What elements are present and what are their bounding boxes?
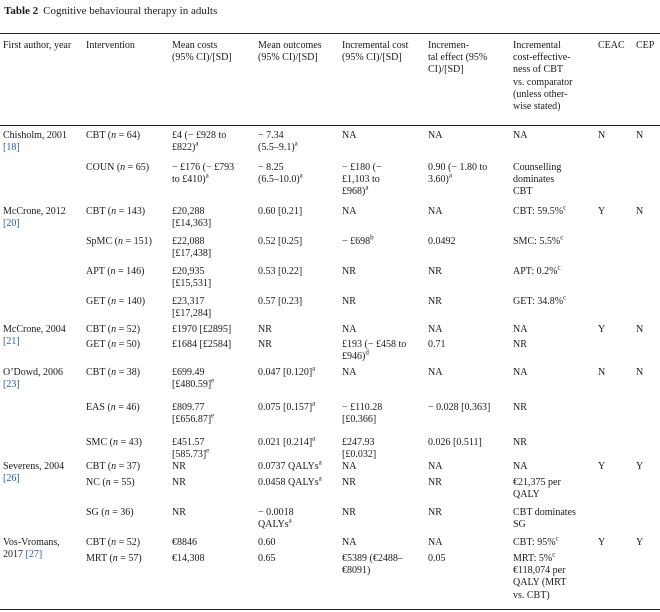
intervention: CBT (n = 64) [86,130,141,141]
intervention: CBT (n = 38) [86,367,141,378]
incremental-cost-effectiveness: €21,375 per QALY [513,477,561,501]
mean-outcomes: NR [258,339,272,350]
mean-costs: NR [172,477,186,488]
column-header: Incremental cost (95% CI)/[SD] [342,40,409,64]
mean-outcomes: 0.021 $[0.214]^a$ [258,434,316,448]
incremental-cost-effectiveness: CBT: 59.5%$^c$ [513,203,567,217]
sample-size-symbol: n [104,507,110,518]
study-author-year: O’Dowd, 2006 [23] [3,367,63,391]
incremental-cost: NA [342,324,357,335]
mean-costs: £22,088 [£17,438] [172,236,212,260]
mean-outcomes: 0.0737 QALYs$^a$ [258,458,322,472]
header-rule [0,125,660,126]
incremental-effect: 0.71 [428,339,446,350]
study-author-year: McCrone, 2012 [20] [3,206,66,230]
study-author-year: McCrone, 2004 [21] [3,324,66,348]
incremental-cost: NR [342,507,356,518]
intervention: EAS (n = 46) [86,402,140,413]
ceac-value: Y [598,206,606,217]
footnote-marker: a [312,434,316,443]
cep-value: N [636,206,644,217]
incremental-effect: NR [428,296,442,307]
table-caption [4,5,217,17]
footnote-marker: a [294,139,298,148]
incremental-cost-effectiveness: APT: 0.2%$^c$ [513,263,561,277]
sample-size-symbol: n [111,296,117,307]
incremental-cost: NA [342,367,357,378]
incremental-effect: NA [428,367,443,378]
study-author-year: Severens, 2004 [26] [3,461,65,485]
column-header: First author, year [3,40,72,51]
mean-costs: − £176 (− £793 to £410)$^a$ [172,162,235,186]
mean-costs: £4 (− £928 to £822)$^a$ [172,130,227,154]
intervention: SMC (n = 43) [86,437,142,448]
incremental-cost-effectiveness: NA [513,461,528,472]
mean-costs: £451.57 $[585.73]^e$ [172,437,210,461]
incremental-cost: €5389 (€2488– €8091) [342,553,403,577]
incremental-cost: NA [342,130,357,141]
incremental-effect: − 0.028 [0.363] [428,402,491,413]
incremental-cost: NA [342,461,357,472]
mean-costs: £809.77 [£656.87]$^e$ [172,402,215,426]
sample-size-symbol: n [120,162,126,173]
footnote-marker: a [288,516,292,525]
reference-link[interactable]: [26] [3,473,20,485]
incremental-cost-effectiveness: NA [513,130,528,141]
footnote-marker: e [211,376,215,385]
intervention: CBT (n = 37) [86,461,141,472]
mean-costs: £23,317 [£17,284] [172,296,212,320]
intervention: MRT (n = 57) [86,553,142,564]
mean-costs: NR [172,507,186,518]
footnote-marker: d [365,348,369,357]
footnote-marker: c [555,534,559,543]
sample-size-symbol: n [110,266,116,277]
incremental-cost: NA [342,537,357,548]
footnote-marker: a [318,458,322,467]
intervention: NC (n = 55) [86,477,135,488]
column-header: CEAC [598,40,625,51]
sample-size-symbol: n [117,236,123,247]
footnote-marker: a [312,399,316,408]
incremental-effect: 0.05 [428,553,446,564]
mean-outcomes: 0.60 [258,537,276,548]
mean-outcomes: − 0.0018 QALYs$^a$ [258,507,294,531]
study-author-year: Vos-Vromans, 2017 [27] [3,537,60,561]
intervention: CBT (n = 143) [86,206,146,217]
sample-size-symbol: n [111,367,117,378]
incremental-cost-effectiveness: MRT: 5%$^c$ €118,074 per QALY (MRT vs. CBT) [513,550,567,601]
mean-outcomes: 0.047 $[0.120]^a$ [258,364,316,378]
mean-outcomes: 0.53 [0.22] [258,266,303,277]
column-header: Intervention [86,40,135,51]
intervention: GET (n = 140) [86,296,146,307]
reference-link[interactable]: [20] [3,218,20,230]
mean-outcomes: NR [258,324,272,335]
mean-costs: £20,288 [£14,363] [172,206,212,230]
footnote-marker: c [552,550,556,559]
footnote-marker: c [563,203,567,212]
ceac-value: N [598,367,606,378]
sample-size-symbol: n [112,437,118,448]
sample-size-symbol: n [111,339,117,350]
mean-outcomes: 0.57 [0.23] [258,296,303,307]
incremental-cost-effectiveness: Counselling dominates CBT [513,162,562,198]
incremental-effect: NA [428,537,443,548]
mean-costs: €14,308 [172,553,205,564]
footnote-marker: a [448,171,452,180]
incremental-cost: − £180 (− £1,103 to £968)$^a$ [342,162,382,198]
footnote-marker: e [211,411,215,420]
intervention: SpMC (n = 151) [86,236,152,247]
column-header: Incremental cost-effective- ness of CBT vs. comparator (unless other- wise stated) [513,40,573,113]
mean-outcomes: 0.0458 QALYs$^a$ [258,474,322,488]
mean-outcomes: − 7.34 $(5.5-9.1)^a$ [258,130,298,154]
incremental-cost: NR [342,296,356,307]
footnote-marker: a [365,184,369,193]
incremental-cost: NR [342,477,356,488]
incremental-cost-effectiveness: NA [513,324,528,335]
incremental-cost: NR [342,266,356,277]
cep-value: N [636,367,644,378]
intervention: SG (n = 36) [86,507,134,518]
study-author-year: Chisholm, 2001 [18] [3,130,67,154]
mean-costs: £1970 [£2895] [172,324,232,335]
incremental-cost-effectiveness: NR [513,339,527,350]
mean-costs: £1684 [£2584] [172,339,232,350]
ceac-value: Y [598,537,606,548]
incremental-cost-effectiveness: NA [513,367,528,378]
footnote-marker: a [318,474,322,483]
sample-size-symbol: n [111,461,117,472]
incremental-effect: NA [428,324,443,335]
footnote-marker: e [206,446,210,455]
sample-size-symbol: n [105,477,111,488]
incremental-cost-effectiveness: GET: 34.8%$^c$ [513,293,567,307]
incremental-cost-effectiveness: SMC: 5.5%$^c$ [513,233,564,247]
incremental-cost-effectiveness: NR [513,402,527,413]
mean-costs: NR [172,461,186,472]
incremental-cost-effectiveness: CBT: 95%$^c$ [513,534,559,548]
reference-link[interactable]: [18] [3,142,20,154]
incremental-effect: NA [428,461,443,472]
intervention: COUN (n = 65) [86,162,150,173]
sample-size-symbol: n [111,324,117,335]
reference-link[interactable]: [23] [3,379,20,391]
sample-size-symbol: n [112,553,118,564]
incremental-effect: NR [428,477,442,488]
mean-outcomes: − 8.25 $(6.5-10.0)^a$ [258,162,303,186]
incremental-cost: £247.93 [£0.032] [342,437,377,461]
sample-size-symbol: n [110,402,116,413]
bottom-rule [0,609,660,610]
incremental-cost: NA [342,206,357,217]
footnote-marker: a [299,171,303,180]
mean-costs: £699.49 [£480.59]$^e$ [172,367,215,391]
footnote-marker: a [312,364,316,373]
footnote-marker: b [370,233,374,242]
mean-outcomes: 0.52 [0.25] [258,236,303,247]
reference-link[interactable]: [27] [25,549,43,561]
incremental-effect: NA [428,130,443,141]
column-header: Incremen- tal effect (95% CI)/[SD] [428,40,488,76]
intervention: GET (n = 50) [86,339,141,350]
cep-value: Y [636,461,644,472]
column-header: CEP [636,40,655,51]
column-header: Mean costs (95% CI)/[SD] [172,40,232,64]
footnote-marker: a [195,139,199,148]
footnote-marker: c [563,293,567,302]
ceac-value: Y [598,324,606,335]
top-rule [0,33,660,34]
intervention: CBT (n = 52) [86,324,141,335]
incremental-effect: NR [428,507,442,518]
sample-size-symbol: n [111,206,117,217]
table-title: Cognitive behavioural therapy in adults [43,5,218,17]
incremental-cost-effectiveness: NR [513,437,527,448]
incremental-cost: − £110.28 [£0.366] [342,402,383,426]
ceac-value: Y [598,461,606,472]
intervention: APT (n = 146) [86,266,145,277]
mean-outcomes: 0.60 [0.21] [258,206,303,217]
column-header: Mean outcomes (95% CI)/[SD] [258,40,322,64]
mean-outcomes: 0.65 [258,553,276,564]
incremental-effect: NR [428,266,442,277]
intervention: CBT (n = 52) [86,537,141,548]
cep-value: Y [636,537,644,548]
sample-size-symbol: n [111,130,117,141]
table-number: Table 2 [4,5,39,17]
incremental-effect: 0.0492 [428,236,456,247]
footnote-marker: c [560,233,564,242]
incremental-effect: 0.90 (− 1.80 to 3.60)$^a$ [428,162,488,186]
incremental-effect: 0.026 [0.511] [428,437,482,448]
incremental-effect: NA [428,206,443,217]
mean-costs: £20,935 [£15,531] [172,266,212,290]
reference-link[interactable]: [21] [3,336,20,348]
mean-costs: €8846 [172,537,197,548]
sample-size-symbol: n [111,537,117,548]
mean-outcomes: 0.075 $[0.157]^a$ [258,399,316,413]
footnote-marker: a [205,171,209,180]
cep-value: N [636,324,644,335]
incremental-cost-effectiveness: CBT dominates SG [513,507,576,531]
ceac-value: N [598,130,606,141]
incremental-cost: − $£698^b$ [342,233,374,247]
cep-value: N [636,130,644,141]
incremental-cost: £193 (− £458 to £946)$^d$ [342,339,407,363]
footnote-marker: c [557,263,561,272]
